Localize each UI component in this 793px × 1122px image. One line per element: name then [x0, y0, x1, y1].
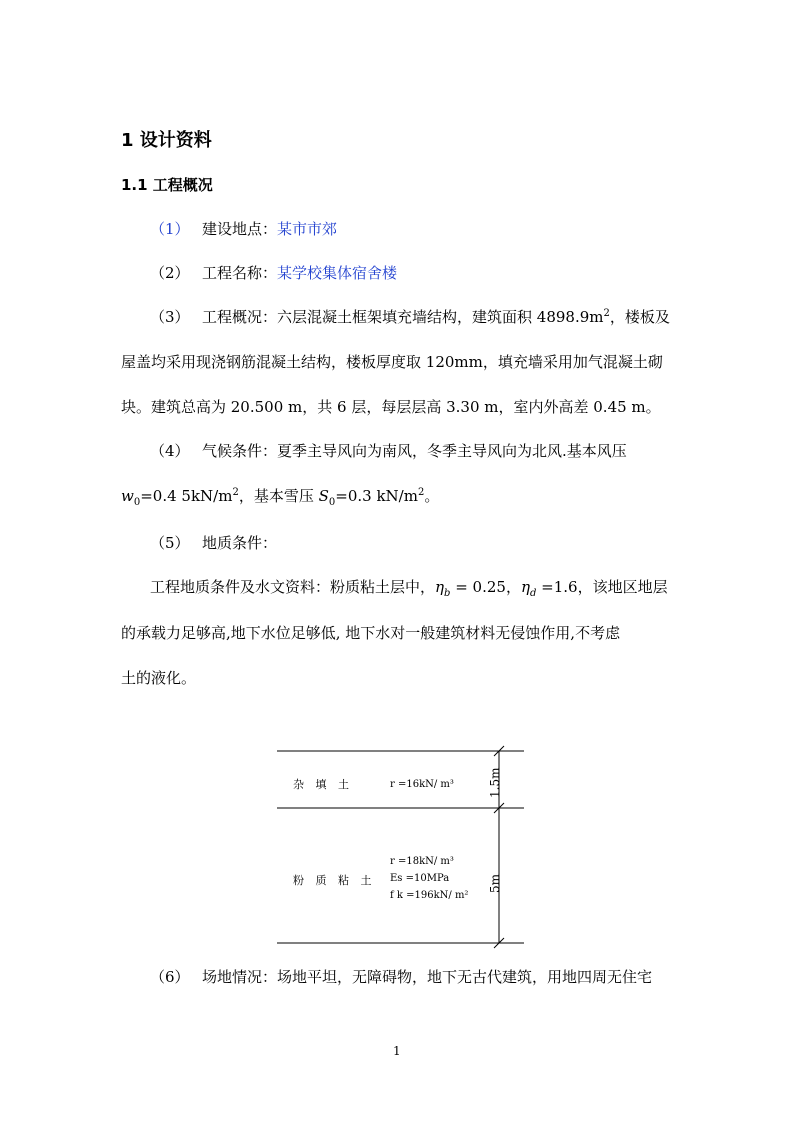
item-1 — [150, 218, 337, 239]
layer-2-properties — [390, 853, 468, 904]
item-5 — [150, 532, 277, 553]
geology-text-a: 工程地质条件及水文资料：粉质粘土层中， — [150, 578, 436, 596]
eta-b-value: = 0.25 — [450, 578, 506, 596]
layer-1-unit-weight: r =16kN/ m³ — [390, 779, 454, 790]
item-2-number: （2） — [150, 264, 190, 282]
snow-exponent: 2 — [417, 487, 425, 498]
wind-value: =0.4 5kN/m — [140, 487, 233, 505]
layer-2-name: 粉 质 粘 土 — [293, 874, 376, 887]
layer-1-thickness: 1.5m — [488, 767, 502, 798]
item-4-line-2 — [121, 485, 439, 508]
item-4-text: 气候条件：夏季主导风向为南风，冬季主导风向为北风.基本风压 — [202, 442, 627, 460]
item-1-number: （1） — [150, 220, 190, 238]
separator: ， — [505, 578, 521, 596]
item-2 — [150, 262, 397, 283]
item-4-number: （4） — [150, 442, 190, 460]
item-1-value: 某市市郊 — [277, 220, 338, 238]
item-5-para-line-2: 的承载力足够高,地下水位足够低, 地下水对一般建筑材料无侵蚀作用,不考虑 — [121, 624, 621, 642]
page-number: 1 — [393, 1044, 401, 1058]
snow-subscript: 0 — [328, 497, 336, 508]
eta-d-symbol: η — [520, 578, 530, 596]
snow-value: =0.3 kN/m — [335, 487, 418, 505]
section-heading: 1 设计资料 — [121, 130, 212, 151]
wind-symbol: w — [121, 487, 134, 505]
item-5-para-line-1 — [150, 576, 668, 599]
item-3-text-b: ，楼板及 — [609, 308, 670, 326]
item-5-para-line-3: 土的液化。 — [121, 669, 197, 687]
item-2-label: 工程名称： — [202, 264, 278, 282]
item-3-line-2: 屋盖均采用现浇钢筋混凝土结构，楼板厚度取 120mm，填充墙采用加气混凝土砌 — [121, 353, 663, 371]
item-5-label: 地质条件： — [202, 534, 278, 552]
wind-subscript: 0 — [133, 497, 141, 508]
layer-2-thickness: 5m — [488, 873, 502, 893]
snow-label: ，基本雪压 — [238, 487, 319, 505]
item-3-line-1 — [150, 306, 670, 327]
item-6-text: 场地情况：场地平坦，无障碍物，地下无古代建筑，用地四周无住宅 — [202, 968, 653, 986]
item-3-text-a: 工程概况：六层混凝土框架填充墙结构，建筑面积 4898.9m — [202, 308, 604, 326]
subsection-heading: 1.1 工程概况 — [121, 176, 213, 194]
snow-symbol: S — [318, 487, 329, 505]
line-end: 。 — [424, 487, 440, 505]
wind-exponent: 2 — [232, 487, 239, 498]
eta-b-subscript: b — [444, 588, 451, 599]
item-5-number: （5） — [150, 534, 190, 552]
item-6 — [150, 966, 652, 987]
layer-2-modulus: Es =10MPa — [390, 873, 450, 884]
item-2-value: 某学校集体宿舍楼 — [277, 264, 398, 282]
item-3-line-3: 块。建筑总高为 20.500 m，共 6 层，每层层高 3.30 m，室内外高差 0.45 m。 — [121, 398, 661, 416]
item-1-label: 建设地点： — [202, 220, 278, 238]
eta-b-symbol: η — [435, 578, 445, 596]
layer-1-name: 杂 填 土 — [293, 778, 353, 791]
layer-2-unit-weight: r =18kN/ m³ — [390, 856, 454, 867]
area-exponent: 2 — [603, 308, 610, 319]
layer-2-bearing: f k =196kN/ m² — [390, 890, 469, 901]
item-3-number: （3） — [150, 308, 190, 326]
item-6-number: （6） — [150, 968, 190, 986]
geology-text-b: ，该地区地层 — [577, 578, 668, 596]
eta-d-subscript: d — [529, 588, 537, 599]
eta-d-value: =1.6 — [536, 578, 578, 596]
item-4-line-1 — [150, 440, 627, 461]
